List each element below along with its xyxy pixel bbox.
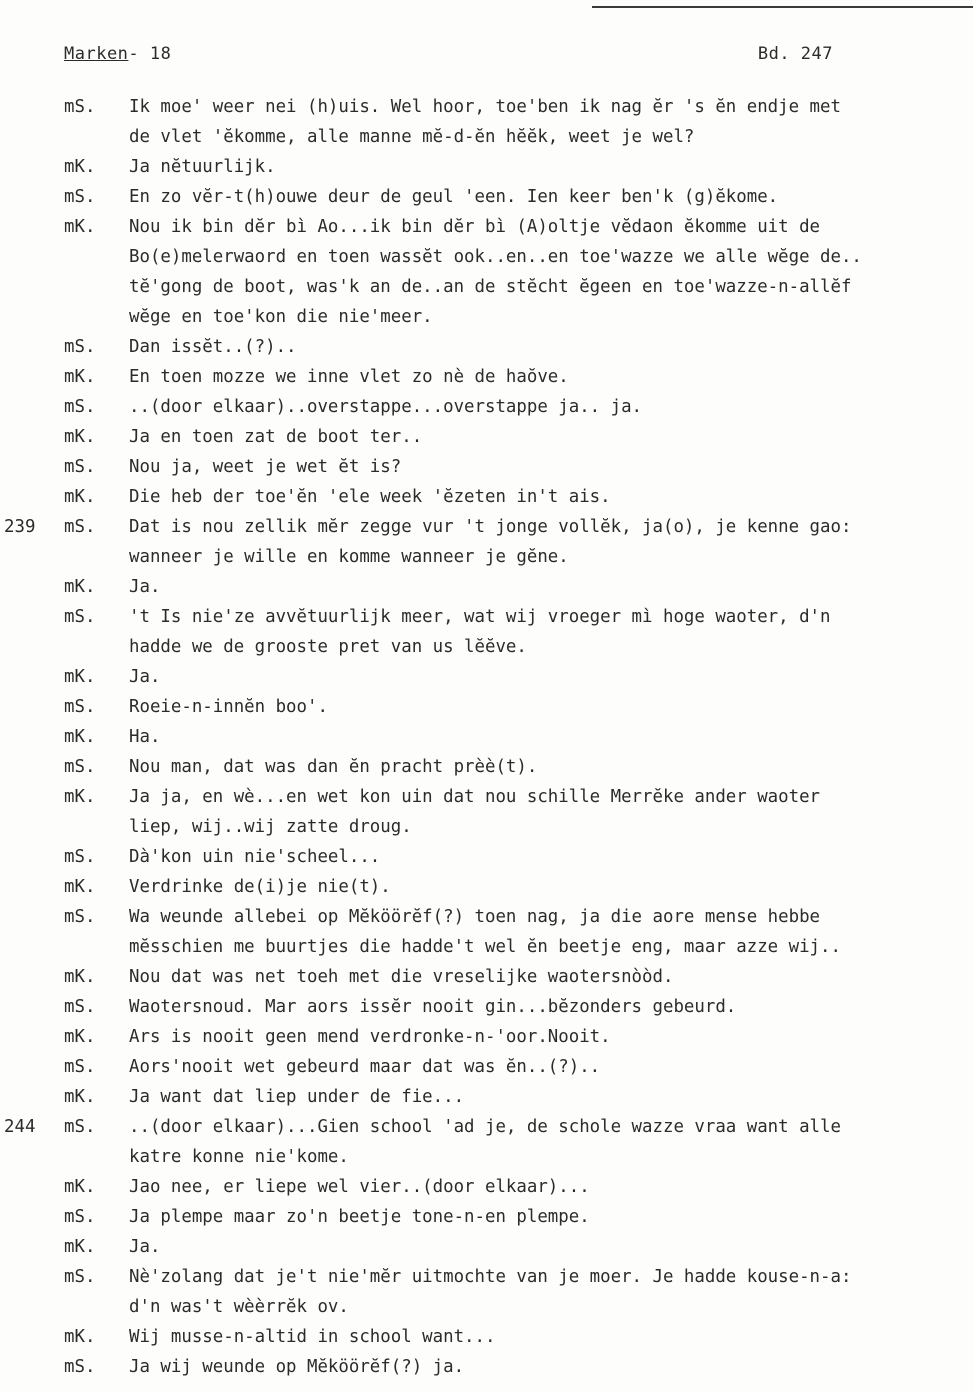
transcript-line xyxy=(0,1052,973,1082)
speaker-label: mK. xyxy=(64,1177,96,1197)
transcript-line xyxy=(0,212,973,242)
transcript-line xyxy=(0,992,973,1022)
speaker-label: mS. xyxy=(64,517,96,537)
speaker-label: mK. xyxy=(64,427,96,447)
speaker-label: mK. xyxy=(64,487,96,507)
page-number: - 18 xyxy=(128,44,172,64)
transcript-line xyxy=(0,422,973,452)
utterance-text: tĕ'gong de boot, was'k an de..an de stĕcht ĕgeen en toe'wazze-n-allĕf xyxy=(129,277,852,297)
transcript-line xyxy=(0,392,973,422)
utterance-text: wĕge en toe'kon die nie'meer. xyxy=(129,307,433,327)
transcript-line xyxy=(0,182,973,212)
speaker-label: mS. xyxy=(64,757,96,777)
speaker-label: mK. xyxy=(64,877,96,897)
utterance-text: Dat is nou zellik mĕr zegge vur 't jonge vollĕk, ja(o), je kenne gao: xyxy=(129,517,852,537)
utterance-text: Nou ja, weet je wet ĕt is? xyxy=(129,457,402,477)
utterance-text: En toen mozze we inne vlet zo nè de haŏve. xyxy=(129,367,569,387)
transcript-line xyxy=(0,302,973,332)
utterance-text: Roeie-n-innĕn boo'. xyxy=(129,697,328,717)
speaker-label: mK. xyxy=(64,1327,96,1347)
transcript-line xyxy=(0,122,973,152)
transcript-line xyxy=(0,752,973,782)
utterance-text: mĕsschien me buurtjes die hadde't wel ĕn beetje eng, maar azze wij.. xyxy=(129,937,841,957)
speaker-label: mS. xyxy=(64,97,96,117)
speaker-label: mK. xyxy=(64,787,96,807)
utterance-text: d'n was't wèèrrĕk ov. xyxy=(129,1297,349,1317)
utterance-text: de vlet 'ĕkomme, alle manne mĕ-d-ĕn hĕĕk, weet je wel? xyxy=(129,127,695,147)
utterance-text: 't Is nie'ze avvĕtuurlijk meer, wat wij vroeger mì hoge waoter, d'n xyxy=(129,607,831,627)
utterance-text: wanneer je wille en komme wanneer je gĕne. xyxy=(129,547,569,567)
speaker-label: mK. xyxy=(64,1087,96,1107)
transcript-line xyxy=(0,572,973,602)
transcript-line xyxy=(0,152,973,182)
transcript-line xyxy=(0,242,973,272)
speaker-label: mK. xyxy=(64,577,96,597)
speaker-label: mK. xyxy=(64,967,96,987)
transcript-line xyxy=(0,602,973,632)
transcript-line xyxy=(0,782,973,812)
utterance-text: Nè'zolang dat je't nie'mĕr uitmochte van je moer. Je hadde kouse-n-a: xyxy=(129,1267,852,1287)
transcript-line xyxy=(0,662,973,692)
transcript-line xyxy=(0,932,973,962)
transcript-line xyxy=(0,92,973,122)
transcript-line xyxy=(0,722,973,752)
utterance-text: Ja plempe maar zo'n beetje tone-n-en plempe. xyxy=(129,1207,590,1227)
transcript-line xyxy=(0,1082,973,1112)
utterance-text: ..(door elkaar)...Gien school 'ad je, de schole wazze vraa want alle xyxy=(129,1117,841,1137)
utterance-text: Ja. xyxy=(129,577,161,597)
utterance-text: Wij musse-n-altid in school want... xyxy=(129,1327,496,1347)
speaker-label: mK. xyxy=(64,1027,96,1047)
speaker-label: mS. xyxy=(64,607,96,627)
speaker-label: mS. xyxy=(64,1057,96,1077)
speaker-label: mS. xyxy=(64,697,96,717)
top-rule xyxy=(592,6,973,8)
utterance-text: Nou ik bin dĕr bì Ao...ik bin dĕr bì (A)oltje vĕdaon ĕkomme uit de xyxy=(129,217,821,237)
transcript-line xyxy=(0,1112,973,1142)
speaker-label: mS. xyxy=(64,847,96,867)
utterance-text: Ja en toen zat de boot ter.. xyxy=(129,427,423,447)
transcript-line xyxy=(0,1232,973,1262)
utterance-text: Ja want dat liep under de fie... xyxy=(129,1087,465,1107)
utterance-text: Ja wij weunde op Mĕköörĕf(?) ja. xyxy=(129,1357,465,1377)
speaker-label: mS. xyxy=(64,907,96,927)
transcript-line xyxy=(0,272,973,302)
speaker-label: mS. xyxy=(64,1117,96,1137)
transcript-line xyxy=(0,1262,973,1292)
speaker-label: mS. xyxy=(64,457,96,477)
utterance-text: Nou dat was net toeh met die vreselijke waotersnòòd. xyxy=(129,967,674,987)
speaker-label: mK. xyxy=(64,157,96,177)
transcript-line xyxy=(0,332,973,362)
transcript-body xyxy=(0,92,973,1382)
speaker-label: mS. xyxy=(64,337,96,357)
speaker-label: mS. xyxy=(64,187,96,207)
transcript-line xyxy=(0,1292,973,1322)
transcript-line xyxy=(0,1202,973,1232)
utterance-text: hadde we de grooste pret van us lĕĕve. xyxy=(129,637,527,657)
speaker-label: mK. xyxy=(64,727,96,747)
speaker-label: mS. xyxy=(64,397,96,417)
transcript-line xyxy=(0,842,973,872)
utterance-text: Jao nee, er liepe wel vier..(door elkaar)... xyxy=(129,1177,590,1197)
transcript-line xyxy=(0,482,973,512)
utterance-text: liep, wij..wij zatte droug. xyxy=(129,817,412,837)
utterance-text: Ik moe' weer nei (h)uis. Wel hoor, toe'ben ik nag ĕr 's ĕn endje met xyxy=(129,97,841,117)
transcript-line xyxy=(0,872,973,902)
transcript-line xyxy=(0,632,973,662)
line-number: 244 xyxy=(4,1117,36,1137)
transcript-line xyxy=(0,1172,973,1202)
transcript-line xyxy=(0,362,973,392)
utterance-text: katre konne nie'kome. xyxy=(129,1147,349,1167)
utterance-text: Aors'nooit wet gebeurd maar dat was ĕn..(?).. xyxy=(129,1057,601,1077)
page-header xyxy=(64,44,833,74)
volume-label: Bd. 247 xyxy=(757,44,833,64)
speaker-label: mK. xyxy=(64,367,96,387)
transcript-line xyxy=(0,542,973,572)
utterance-text: Ja. xyxy=(129,667,161,687)
doc-title: Marken xyxy=(64,44,129,64)
speaker-label: mS. xyxy=(64,1267,96,1287)
transcript-line xyxy=(0,1022,973,1052)
transcript-line xyxy=(0,692,973,722)
header-left xyxy=(64,44,171,64)
speaker-label: mS. xyxy=(64,997,96,1017)
transcript-line xyxy=(0,902,973,932)
transcript-line xyxy=(0,512,973,542)
utterance-text: Dà'kon uin nie'scheel... xyxy=(129,847,381,867)
speaker-label: mK. xyxy=(64,667,96,687)
transcript-line xyxy=(0,1352,973,1382)
speaker-label: mK. xyxy=(64,217,96,237)
utterance-text: Ja. xyxy=(129,1237,161,1257)
utterance-text: Ha. xyxy=(129,727,161,747)
speaker-label: mS. xyxy=(64,1357,96,1377)
utterance-text: Bo(e)melerwaord en toen wassĕt ook..en..en toe'wazze we alle wĕge de.. xyxy=(129,247,862,267)
utterance-text: Dan issĕt..(?).. xyxy=(129,337,297,357)
speaker-label: mK. xyxy=(64,1237,96,1257)
utterance-text: En zo vĕr-t(h)ouwe deur de geul 'een. Ien keer ben'k (g)ĕkome. xyxy=(129,187,779,207)
utterance-text: Wa weunde allebei op Mĕköörĕf(?) toen nag, ja die aore mense hebbe xyxy=(129,907,821,927)
utterance-text: Waotersnoud. Mar aors issĕr nooit gin...bĕzonders gebeurd. xyxy=(129,997,737,1017)
utterance-text: Ars is nooit geen mend verdronke-n-'oor.Nooit. xyxy=(129,1027,611,1047)
speaker-label: mS. xyxy=(64,1207,96,1227)
transcript-line xyxy=(0,962,973,992)
utterance-text: Ja ja, en wè...en wet kon uin dat nou schille Merrĕke ander waoter xyxy=(129,787,821,807)
utterance-text: Die heb der toe'ĕn 'ele week 'ĕzeten in't ais. xyxy=(129,487,611,507)
transcript-line xyxy=(0,1322,973,1352)
transcript-line xyxy=(0,812,973,842)
utterance-text: Ja nĕtuurlijk. xyxy=(129,157,276,177)
utterance-text: Verdrinke de(i)je nie(t). xyxy=(129,877,391,897)
line-number: 239 xyxy=(4,517,36,537)
utterance-text: Nou man, dat was dan ĕn pracht prèè(t). xyxy=(129,757,538,777)
utterance-text: ..(door elkaar)..overstappe...overstappe ja.. ja. xyxy=(129,397,643,417)
transcript-line xyxy=(0,452,973,482)
transcript-line xyxy=(0,1142,973,1172)
